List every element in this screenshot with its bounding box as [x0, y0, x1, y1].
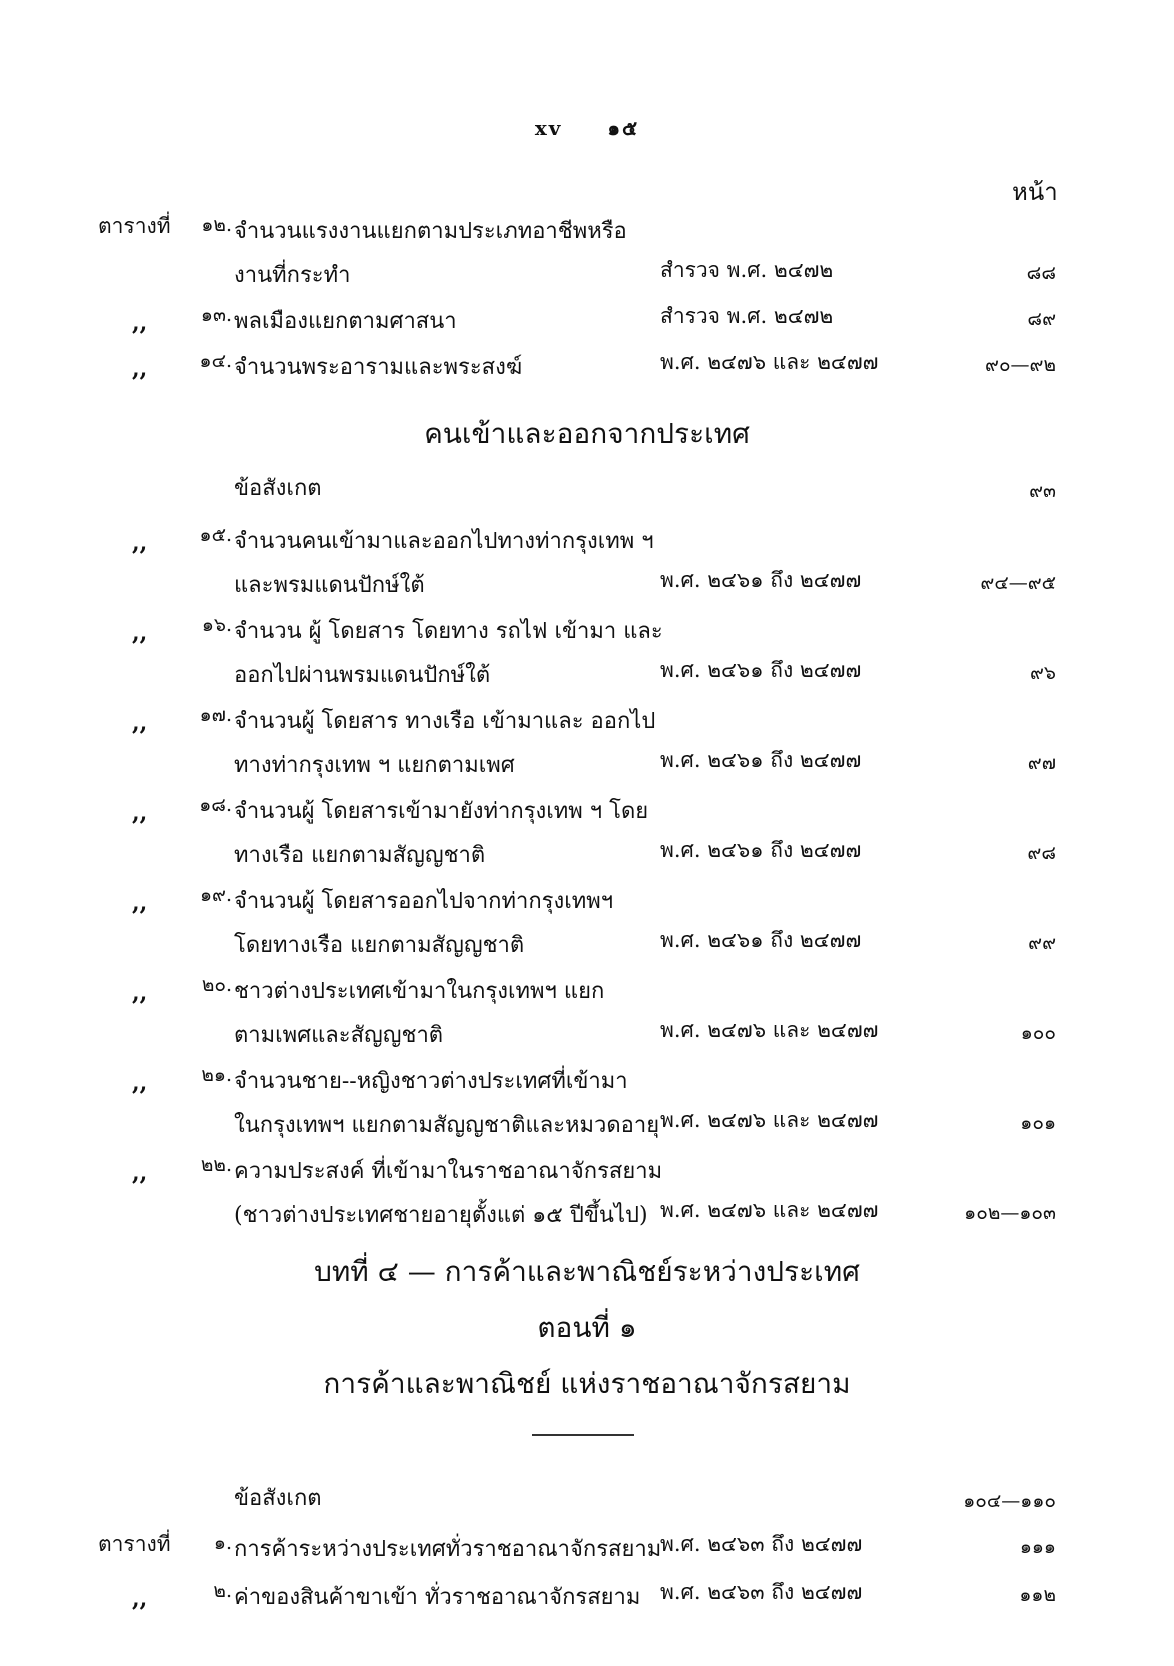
- table-number: ๑๙.: [199, 884, 232, 906]
- description-line: ชาวต่างประเทศเข้ามาในกรุงเทพฯ แยก: [234, 979, 605, 1004]
- table-period: พ.ศ. ๒๔๖๓ ถึง ๒๔๗๗: [660, 1532, 863, 1556]
- table-entry-14: [0, 346, 1174, 392]
- table-entry-17: [0, 700, 1174, 790]
- table-number: ๒.: [213, 1580, 232, 1602]
- table-description: [234, 970, 604, 1058]
- table-number: ๑๘.: [199, 794, 232, 816]
- table-description: [234, 1060, 659, 1148]
- table-description: [234, 610, 663, 698]
- table-period: พ.ศ. ๒๔๗๖ และ ๒๔๗๗: [660, 1198, 879, 1222]
- table-entry-12: [0, 210, 1174, 300]
- description-line: (ชาวต่างประเทศชายอายุตั้งแต่ ๑๕ ปีขึ้นไป): [234, 1203, 648, 1228]
- table-description: [234, 210, 627, 298]
- table-page: ๘๘: [1026, 262, 1056, 284]
- page-header: [0, 112, 1174, 144]
- description-line: จำนวนชาย--หญิงชาวต่างประเทศที่เข้ามา: [234, 1069, 628, 1094]
- table-page: ๙๘: [1027, 842, 1056, 864]
- chapter-part: ตอนที่ ๑: [537, 1311, 637, 1344]
- table-page: ๘๙: [1027, 308, 1056, 330]
- table-period: พ.ศ. ๒๔๖๓ ถึง ๒๔๗๗: [660, 1580, 863, 1604]
- description-line: จำนวนผู้ โดยสารเข้ามายังท่ากรุงเทพ ฯ โดย: [234, 799, 649, 824]
- header-thai-numeral: ๑๕: [607, 116, 640, 140]
- table-entry-1: [0, 1528, 1174, 1574]
- table-page: ๙๔—๙๕: [980, 572, 1056, 594]
- description-line: ความประสงค์ ที่เข้ามาในราชอาณาจักรสยาม: [234, 1159, 663, 1184]
- table-page: ๑๑๒: [1019, 1584, 1056, 1606]
- table-period: พ.ศ. ๒๔๗๖ และ ๒๔๗๗: [660, 1018, 879, 1042]
- table-number: ๒๑.: [201, 1064, 232, 1086]
- table-description: [234, 1150, 662, 1238]
- table-entry-20: [0, 970, 1174, 1060]
- table-period: พ.ศ. ๒๔๗๖ และ ๒๔๗๗: [660, 1108, 879, 1132]
- table-page: ๑๐๒—๑๐๓: [964, 1202, 1056, 1224]
- table-entry-2: [0, 1576, 1174, 1622]
- description-line: การค้าระหว่างประเทศทั่วราชอาณาจักรสยาม: [234, 1537, 662, 1562]
- table-period: พ.ศ. ๒๔๗๖ และ ๒๔๗๗: [660, 350, 879, 374]
- description-line: ออกไปผ่านพรมแดนปักษ์ใต้: [234, 663, 491, 688]
- description-line: จำนวนแรงงานแยกตามประเภทอาชีพหรือ: [234, 219, 627, 244]
- table-number: ๑.: [213, 1532, 232, 1554]
- ditto-mark: ,,: [132, 980, 148, 1006]
- ditto-mark: ,,: [132, 356, 148, 382]
- table-description: [234, 346, 522, 390]
- page-column-label: หน้า: [1012, 178, 1058, 206]
- table-period: พ.ศ. ๒๔๖๑ ถึง ๒๔๗๗: [660, 928, 862, 952]
- table-page: ๑๐๑: [1020, 1112, 1056, 1134]
- table-description: [234, 880, 613, 968]
- table-period: สำรวจ พ.ศ. ๒๔๗๒: [660, 304, 834, 328]
- table-period: สำรวจ พ.ศ. ๒๔๗๒: [660, 258, 834, 282]
- table-entry-13: [0, 300, 1174, 346]
- table-period: พ.ศ. ๒๔๖๑ ถึง ๒๔๗๗: [660, 568, 862, 592]
- table-period: พ.ศ. ๒๔๖๑ ถึง ๒๔๗๗: [660, 748, 862, 772]
- table-number: ๒๐.: [201, 974, 232, 996]
- description-line: พลเมืองแยกตามศาสนา: [234, 309, 457, 334]
- ditto-mark: ,,: [132, 1160, 148, 1186]
- table-number: ๒๒.: [200, 1154, 232, 1176]
- table-number: ๑๒.: [201, 214, 232, 236]
- section-divider: [532, 1434, 634, 1436]
- table-number: ๑๔.: [199, 350, 232, 372]
- table-entry-22: [0, 1150, 1174, 1240]
- table-entry-15: [0, 520, 1174, 610]
- note-label: ข้อสังเกต: [234, 476, 322, 501]
- table-page: ๑๐๐: [1020, 1022, 1056, 1044]
- description-line: ทางเรือ แยกตามสัญญชาติ: [234, 843, 486, 868]
- section-title: คนเข้าและออกจากประเทศ: [424, 417, 750, 450]
- description-line: งานที่กระทำ: [234, 263, 351, 288]
- ditto-mark: ,,: [132, 530, 148, 556]
- table-entry-16: [0, 610, 1174, 700]
- ditto-mark: ,,: [132, 620, 148, 646]
- table-description: [234, 1576, 640, 1620]
- table-description: [234, 700, 655, 788]
- table-page: ๙๙: [1028, 932, 1056, 954]
- description-line: จำนวนพระอารามและพระสงฆ์: [234, 355, 523, 380]
- table-period: พ.ศ. ๒๔๖๑ ถึง ๒๔๗๗: [660, 658, 862, 682]
- ditto-mark: ,,: [132, 310, 148, 336]
- description-line: จำนวนผู้ โดยสารออกไปจากท่ากรุงเทพฯ: [234, 889, 614, 914]
- description-line: จำนวนผู้ โดยสาร ทางเรือ เข้ามาและ ออกไป: [234, 709, 656, 734]
- note-label: ข้อสังเกต: [234, 1486, 322, 1511]
- description-line: จำนวน ผู้ โดยสาร โดยทาง รถไฟ เข้ามา และ: [234, 619, 663, 644]
- description-line: ค่าของสินค้าขาเข้า ทั่วราชอาณาจักรสยาม: [234, 1585, 641, 1610]
- table-number: ๑๗.: [199, 704, 232, 726]
- table-page: ๙๐—๙๒: [985, 354, 1056, 376]
- table-prefix: ตารางที่: [98, 1532, 171, 1556]
- table-description: [234, 520, 654, 608]
- table-page: ๙๗: [1027, 752, 1056, 774]
- chapter-subtitle: การค้าและพาณิชย์ แห่งราชอาณาจักรสยาม: [323, 1367, 851, 1400]
- description-line: จำนวนคนเข้ามาและออกไปทางท่ากรุงเทพ ฯ: [234, 529, 654, 554]
- description-line: โดยทางเรือ แยกตามสัญญชาติ: [234, 933, 525, 958]
- table-page: ๑๑๑: [1019, 1536, 1056, 1558]
- description-line: ในกรุงเทพฯ แยกตามสัญญชาติและหมวดอายุ: [234, 1113, 660, 1138]
- table-number: ๑๕.: [199, 524, 232, 546]
- ditto-mark: ,,: [132, 800, 148, 826]
- table-page: ๙๖: [1030, 662, 1056, 684]
- ditto-mark: ,,: [132, 1070, 148, 1096]
- description-line: ตามเพศและสัญญชาติ: [234, 1023, 444, 1048]
- table-entry-18: [0, 790, 1174, 880]
- table-entry-19: [0, 880, 1174, 970]
- note-page: ๙๓: [1029, 480, 1056, 502]
- table-prefix: ตารางที่: [98, 214, 171, 238]
- table-description: [234, 300, 457, 344]
- ditto-mark: ,,: [132, 1586, 148, 1612]
- table-number: ๑๖.: [201, 614, 232, 636]
- description-line: และพรมแดนปักษ์ใต้: [234, 573, 425, 598]
- ditto-mark: ,,: [132, 710, 148, 736]
- header-roman-numeral: xv: [534, 116, 563, 140]
- table-description: [234, 790, 648, 878]
- chapter-title: บทที่ ๔ — การค้าและพาณิชย์ระหว่างประเทศ: [314, 1255, 860, 1288]
- table-period: พ.ศ. ๒๔๖๑ ถึง ๒๔๗๗: [660, 838, 862, 862]
- table-number: ๑๓.: [200, 304, 232, 326]
- table-description: [234, 1528, 661, 1572]
- note-page: ๑๐๔—๑๑๐: [963, 1490, 1056, 1512]
- ditto-mark: ,,: [132, 890, 148, 916]
- description-line: ทางท่ากรุงเทพ ฯ แยกตามเพศ: [234, 753, 515, 778]
- table-entry-21: [0, 1060, 1174, 1150]
